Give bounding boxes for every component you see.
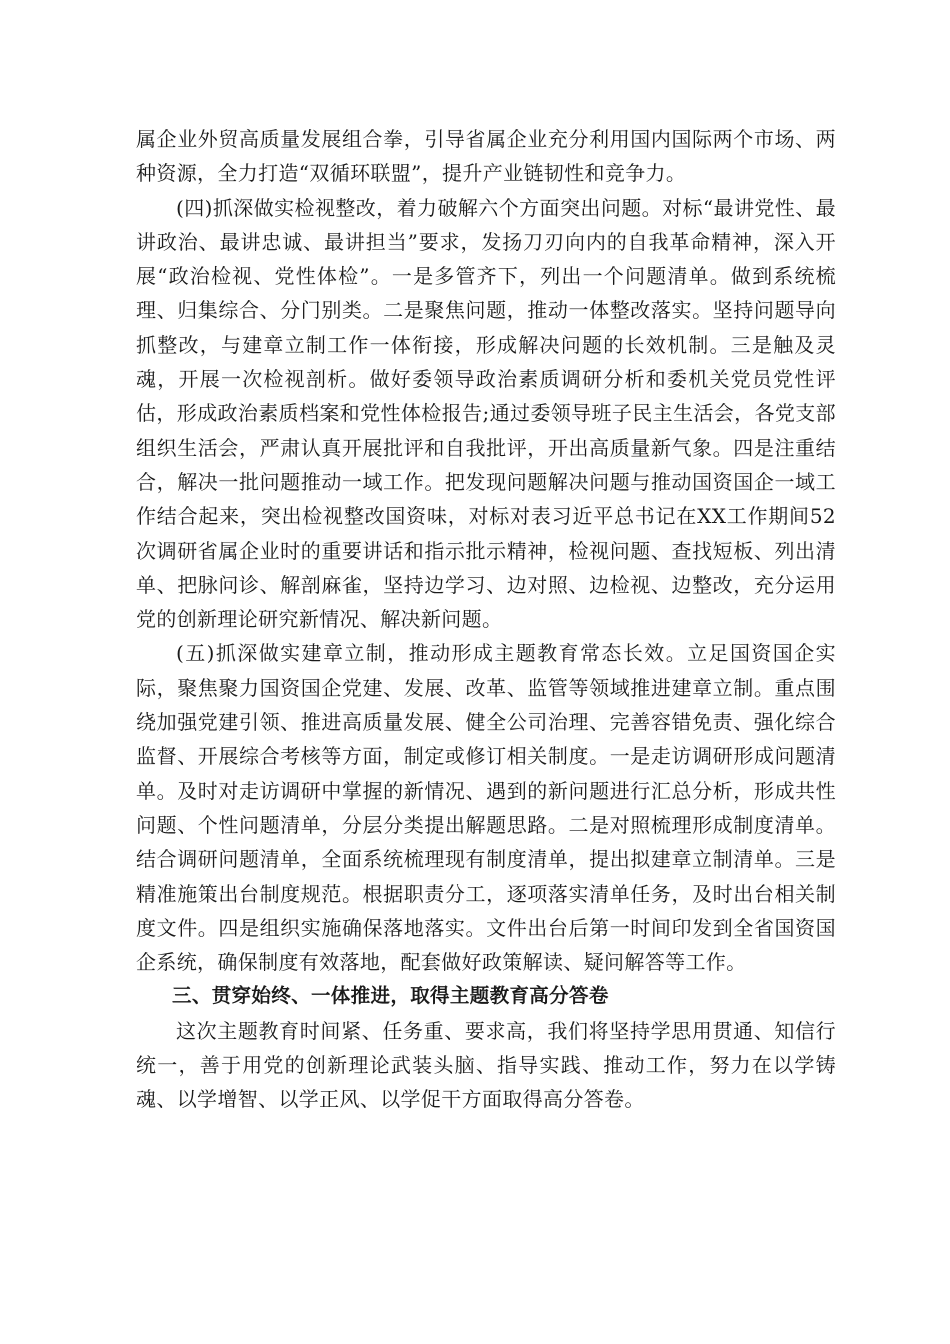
document-body xyxy=(136,122,836,1117)
paragraph-closing: 这次主题教育时间紧、任务重、要求高，我们将坚持学思用贯通、知信行统一，善于用党的创新理论武装头脑、指导实践、推动工作，努力在以学铸魂、以学增智、以学正风、以学促干方面取得高分答卷。 xyxy=(136,1018,836,1112)
section-heading-three: 三、贯穿始终、一体推进，取得主题教育高分答卷 xyxy=(172,984,609,1008)
paragraph-section-five: (五)抓深做实建章立制，推动形成主题教育常态长效。立足国资国企实际，聚焦聚力国资国企党建、发展、改革、监管等领域推进建章立制。重点围绕加强党建引领、推进高质量发展、健全公司治理、完善容错免责、强化综合监督、开展综合考核等方面，制定或修订相关制度。一是走访调研形成问题清单。及时对走访调研中掌握的新情况、遇到的新问题进行汇总分析，形成共性问题、个性问题清单，分层分类提出解题思路。二是对照梳理形成制度清单。结合调研问题清单，全面系统梳理现有制度清单，提出拟建章立制清单。三是精准施策出台制度规范。根据职责分工，逐项落实清单任务，及时出台相关制度文件。四是组织实施确保落地落实。文件出台后第一时间印发到全省国资国企系统，确保制度有效落地，配套做好政策解读、疑问解答等工作。 xyxy=(136,641,836,975)
paragraph-continuation: 属企业外贸高质量发展组合拳，引导省属企业充分利用国内国际两个市场、两种资源，全力打造“双循环联盟”，提升产业链韧性和竞争力。 xyxy=(136,127,836,186)
paragraph-section-four: (四)抓深做实检视整改，着力破解六个方面突出问题。对标“最讲党性、最讲政治、最讲忠诚、最讲担当”要求，发扬刀刃向内的自我革命精神，深入开展“政治检视、党性体检”。一是多管齐下，列出一个问题清单。做到系统梳理、归集综合、分门别类。二是聚焦问题，推动一体整改落实。坚持问题导向抓整改，与建章立制工作一体衔接，形成解决问题的长效机制。三是触及灵魂，开展一次检视剖析。做好委领导政治素质调研分析和委机关党员党性评估，形成政治素质档案和党性体检报告;通过委领导班子民主生活会，各党支部组织生活会，严肃认真开展批评和自我批评，开出高质量新气象。四是注重结合，解决一批问题推动一域工作。把发现问题解决问题与推动国资国企一域工作结合起来，突出检视整改国资味，对标对表习近平总书记在XX工作期间52次调研省属企业时的重要讲话和指示批示精神，检视问题、查找短板、列出清单、把脉问诊、解剖麻雀，坚持边学习、边对照、边检视、边整改，充分运用党的创新理论研究新情况、解决新问题。 xyxy=(136,195,836,632)
